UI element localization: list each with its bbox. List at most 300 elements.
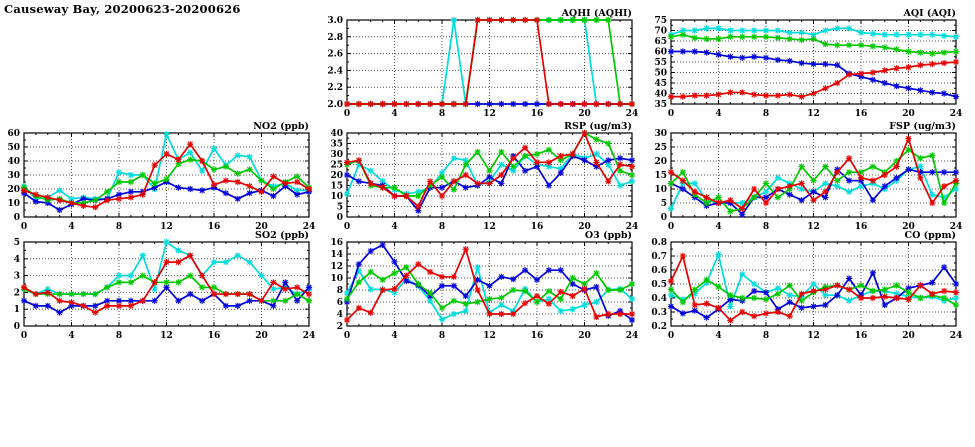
rsp-green-marker <box>605 140 611 146</box>
no2-green-marker <box>235 171 241 177</box>
co-cyan-marker <box>822 292 828 298</box>
rsp-red-marker <box>415 203 421 209</box>
co-cyan-marker <box>775 285 781 291</box>
fsp-cyan-marker <box>668 206 674 212</box>
fsp-cyan-marker <box>692 180 698 186</box>
o3-red-marker <box>617 311 623 317</box>
svg-text:8: 8 <box>762 222 770 232</box>
svg-text:15: 15 <box>330 181 343 192</box>
o3-green-marker <box>593 270 599 276</box>
co-red-marker <box>953 289 959 295</box>
o3-blue-marker <box>486 283 492 289</box>
so2-cyan-marker <box>258 273 264 279</box>
rsp-red-marker <box>522 145 528 151</box>
svg-text:0.4: 0.4 <box>651 294 667 304</box>
rsp-red-marker <box>593 159 599 165</box>
svg-text:12: 12 <box>483 109 496 119</box>
svg-text:0: 0 <box>336 213 343 223</box>
fsp-series-red <box>668 136 959 212</box>
rsp-blue-marker <box>463 185 469 191</box>
chart-co <box>647 228 966 343</box>
so2-blue-marker <box>57 309 63 315</box>
o3-blue-marker <box>368 248 374 254</box>
svg-text:0.8: 0.8 <box>651 238 667 248</box>
aqi-red-marker <box>858 70 864 76</box>
co-green-marker <box>953 302 959 308</box>
svg-text:20: 20 <box>902 109 915 119</box>
so2-green-marker <box>104 284 110 290</box>
fsp-green-marker <box>799 164 805 170</box>
co-cyan-marker <box>715 252 721 258</box>
co-blue-marker <box>929 280 935 286</box>
rsp-blue-marker <box>356 178 362 184</box>
rsp-green-marker <box>534 151 540 157</box>
co-green-marker <box>775 291 781 297</box>
aqhi-red-marker <box>463 101 469 107</box>
aqhi-red-marker <box>534 17 540 23</box>
no2-red-marker <box>116 196 122 202</box>
so2-green-marker <box>68 291 74 297</box>
svg-text:8: 8 <box>762 109 770 119</box>
aqi-cyan-marker <box>941 33 947 39</box>
fsp-blue-marker <box>822 194 828 200</box>
aqi-blue-marker <box>692 48 698 54</box>
svg-text:0: 0 <box>343 109 351 119</box>
svg-text:3: 3 <box>13 271 20 282</box>
o3-red-marker <box>451 274 457 280</box>
co-blue-marker <box>799 305 805 311</box>
rsp-blue-marker <box>617 155 623 161</box>
svg-text:20: 20 <box>902 331 915 341</box>
fsp-green-marker <box>834 178 840 184</box>
o3-title: O3 (ppb) <box>584 230 632 241</box>
rsp-red-marker <box>629 164 635 170</box>
rsp-blue-marker <box>629 157 635 163</box>
so2-green-marker <box>128 279 134 285</box>
aqhi-red-marker <box>439 101 445 107</box>
aqhi-red-marker <box>522 17 528 23</box>
aqhi-red-marker <box>546 101 552 107</box>
rsp-blue-marker <box>439 185 445 191</box>
aqhi-gridlines <box>347 20 632 104</box>
svg-text:25: 25 <box>330 160 343 171</box>
co-red-marker <box>870 295 876 301</box>
aqi-red-marker <box>727 89 733 95</box>
so2-green-marker <box>294 291 300 297</box>
aqi-green-marker <box>905 48 911 54</box>
aqi-green-marker <box>704 36 710 42</box>
so2-cyan-marker <box>235 252 241 258</box>
o3-red-marker <box>415 261 421 267</box>
aqi-green-marker <box>775 35 781 41</box>
rsp-cyan-marker <box>617 182 623 188</box>
so2-red-marker <box>223 291 229 297</box>
aqhi-green-marker <box>581 17 587 23</box>
o3-blue-marker <box>498 274 504 280</box>
fsp-green-marker <box>941 200 947 206</box>
svg-text:20: 20 <box>255 222 268 232</box>
aqhi-red-marker <box>380 101 386 107</box>
svg-text:0: 0 <box>667 222 675 232</box>
o3-red-marker <box>558 289 564 295</box>
co-green-marker <box>739 295 745 301</box>
fsp-green-marker <box>870 164 876 170</box>
aqhi-red-marker <box>498 17 504 23</box>
aqi-green-marker <box>870 43 876 49</box>
svg-text:0: 0 <box>13 213 20 223</box>
aqhi-red-marker <box>403 101 409 107</box>
o3-green-marker <box>498 295 504 301</box>
svg-text:0.3: 0.3 <box>651 308 667 318</box>
svg-text:16: 16 <box>854 222 868 232</box>
svg-text:16: 16 <box>530 222 544 232</box>
o3-green-marker <box>629 281 635 287</box>
svg-text:24: 24 <box>625 109 639 119</box>
aqhi-blue-marker <box>475 101 481 107</box>
no2-blue-marker <box>270 193 276 199</box>
co-red-marker <box>929 291 935 297</box>
o3-green-marker <box>427 290 433 296</box>
o3-red-marker <box>486 311 492 317</box>
so2-title: SO2 (ppb) <box>255 230 309 241</box>
aqi-red-marker <box>751 91 757 97</box>
chart-no2 <box>0 119 319 234</box>
rsp-red-marker <box>451 178 457 184</box>
no2-red-marker <box>294 179 300 185</box>
aqi-red-marker <box>787 91 793 97</box>
aqhi-green-marker <box>558 17 564 23</box>
o3-green-marker <box>510 287 516 293</box>
svg-text:65: 65 <box>654 37 667 47</box>
so2-plot <box>0 228 319 343</box>
fsp-blue-marker <box>894 175 900 181</box>
co-red-marker <box>882 294 888 300</box>
co-blue-marker <box>882 302 888 308</box>
co-red-marker <box>894 295 900 301</box>
rsp-red-marker <box>581 130 587 136</box>
o3-green-marker <box>617 287 623 293</box>
no2-blue-marker <box>128 189 134 195</box>
no2-red-marker <box>21 187 27 193</box>
rsp-red-marker <box>546 159 552 165</box>
no2-red-marker <box>211 182 217 188</box>
o3-cyan-marker <box>451 311 457 317</box>
aqhi-plot <box>323 6 642 121</box>
aqhi-red-marker <box>581 101 587 107</box>
so2-red-marker <box>33 291 39 297</box>
fsp-green-marker <box>846 169 852 175</box>
no2-cyan-marker <box>199 168 205 174</box>
rsp-green-marker <box>451 187 457 193</box>
svg-text:4: 4 <box>391 222 398 232</box>
fsp-red-marker <box>882 172 888 178</box>
o3-green-marker <box>451 298 457 304</box>
aqi-blue-marker <box>822 61 828 67</box>
co-green-marker <box>668 287 674 293</box>
rsp-cyan-marker <box>629 178 635 184</box>
so2-blue-marker <box>175 298 181 304</box>
svg-text:12: 12 <box>330 262 343 272</box>
co-blue-marker <box>953 281 959 287</box>
svg-text:40: 40 <box>330 129 343 139</box>
co-blue-marker <box>668 303 674 309</box>
aqi-cyan-marker <box>905 32 911 38</box>
so2-blue-marker <box>33 303 39 309</box>
co-red-marker <box>846 287 852 293</box>
aqi-blue-marker <box>727 54 733 60</box>
no2-blue-marker <box>223 190 229 196</box>
aqhi-red-marker <box>593 101 599 107</box>
o3-red-marker <box>427 269 433 275</box>
aqi-blue-marker <box>787 58 793 64</box>
aqi-cyan-marker <box>763 27 769 33</box>
aqi-cyan-marker <box>894 32 900 38</box>
no2-green-marker <box>247 166 253 172</box>
svg-text:24: 24 <box>625 222 639 232</box>
no2-red-marker <box>247 183 253 189</box>
aqi-cyan-marker <box>751 27 757 33</box>
fsp-series-blue <box>668 166 959 217</box>
no2-red-marker <box>187 141 193 147</box>
co-blue-marker <box>810 303 816 309</box>
svg-text:20: 20 <box>578 109 591 119</box>
no2-green-marker <box>116 179 122 185</box>
aqi-blue-marker <box>905 85 911 91</box>
no2-green-marker <box>223 164 229 170</box>
fsp-red-marker <box>810 197 816 203</box>
fsp-cyan-marker <box>775 175 781 181</box>
co-red-marker <box>715 305 721 311</box>
aqhi-blue-marker <box>486 101 492 107</box>
so2-red-marker <box>282 286 288 292</box>
o3-green-marker <box>522 288 528 294</box>
rsp-blue-marker <box>558 170 564 176</box>
fsp-blue-marker <box>953 169 959 175</box>
o3-red-marker <box>356 305 362 311</box>
aqi-green-marker <box>834 42 840 48</box>
fsp-red-marker <box>870 178 876 184</box>
rsp-green-marker <box>415 193 421 199</box>
fsp-green-marker <box>668 180 674 186</box>
rsp-title: RSP (ug/m3) <box>564 121 632 132</box>
svg-text:0.6: 0.6 <box>651 266 667 276</box>
svg-text:0: 0 <box>667 109 675 119</box>
svg-text:60: 60 <box>654 47 667 58</box>
rsp-green-marker <box>629 172 635 178</box>
co-red-marker <box>727 317 733 323</box>
aqi-blue-marker <box>882 80 888 86</box>
svg-text:35: 35 <box>654 100 667 110</box>
o3-green-marker <box>486 296 492 302</box>
rsp-red-marker <box>558 153 564 159</box>
rsp-red-marker <box>427 178 433 184</box>
svg-text:0: 0 <box>13 322 20 332</box>
aqi-cyan-marker <box>929 32 935 38</box>
aqi-cyan-marker <box>704 25 710 31</box>
aqhi-red-marker <box>451 101 457 107</box>
rsp-red-marker <box>403 193 409 199</box>
aqi-blue-marker <box>668 48 674 54</box>
so2-red-marker <box>68 299 74 305</box>
aqhi-red-marker <box>415 101 421 107</box>
svg-text:20: 20 <box>255 331 268 341</box>
rsp-red-marker <box>475 180 481 186</box>
co-blue-marker <box>822 302 828 308</box>
aqhi-red-marker <box>570 101 576 107</box>
co-blue-marker <box>787 299 793 305</box>
svg-text:30: 30 <box>7 171 20 181</box>
aqi-red-marker <box>894 65 900 71</box>
svg-text:30: 30 <box>330 150 343 160</box>
co-green-marker <box>858 282 864 288</box>
rsp-blue-marker <box>546 182 552 188</box>
co-cyan-marker <box>846 298 852 304</box>
co-green-marker <box>715 284 721 290</box>
fsp-blue-marker <box>941 169 947 175</box>
svg-text:20: 20 <box>902 222 915 232</box>
rsp-blue-marker <box>344 172 350 178</box>
fsp-cyan-marker <box>846 189 852 195</box>
aqi-blue-marker <box>810 61 816 67</box>
svg-text:2.4: 2.4 <box>327 66 343 77</box>
aqi-red-marker <box>870 69 876 75</box>
aqhi-red-marker <box>427 101 433 107</box>
no2-cyan-marker <box>187 150 193 156</box>
svg-text:12: 12 <box>160 331 173 341</box>
rsp-red-marker <box>463 172 469 178</box>
svg-text:20: 20 <box>330 171 343 181</box>
co-red-marker <box>787 313 793 319</box>
aqi-red-marker <box>668 94 674 100</box>
chart-rsp <box>323 119 642 234</box>
o3-red-marker <box>463 246 469 252</box>
co-red-marker <box>668 278 674 284</box>
so2-green-marker <box>175 279 181 285</box>
aqi-plot <box>647 6 966 121</box>
svg-text:0: 0 <box>20 222 28 232</box>
fsp-blue-marker <box>799 197 805 203</box>
aqi-cyan-marker <box>739 27 745 33</box>
fsp-red-marker <box>858 175 864 181</box>
fsp-blue-marker <box>810 189 816 195</box>
svg-text:16: 16 <box>854 109 868 119</box>
so2-red-marker <box>45 289 51 295</box>
so2-cyan-marker <box>163 239 169 245</box>
fsp-red-marker <box>668 169 674 175</box>
o3-blue-marker <box>593 284 599 290</box>
fsp-blue-marker <box>739 211 745 217</box>
svg-text:75: 75 <box>654 16 667 26</box>
aqi-title: AQI (AQI) <box>903 8 956 19</box>
o3-blue-marker <box>451 283 457 289</box>
no2-blue-marker <box>187 186 193 192</box>
so2-red-marker <box>140 298 146 304</box>
o3-blue-marker <box>356 261 362 267</box>
no2-cyan-marker <box>128 172 134 178</box>
no2-green-marker <box>128 179 134 185</box>
fsp-red-marker <box>941 183 947 189</box>
svg-text:50: 50 <box>654 68 667 79</box>
co-green-marker <box>787 282 793 288</box>
co-green-marker <box>751 295 757 301</box>
rsp-red-marker <box>356 157 362 163</box>
aqhi-axis-labels <box>327 8 638 119</box>
svg-text:0: 0 <box>20 331 28 341</box>
fsp-red-marker <box>799 180 805 186</box>
o3-cyan-marker <box>593 299 599 305</box>
o3-red-marker <box>605 311 611 317</box>
fsp-title: FSP (ug/m3) <box>889 121 956 132</box>
svg-text:0.5: 0.5 <box>651 280 667 290</box>
no2-blue-marker <box>235 196 241 202</box>
aqi-red-marker <box>715 91 721 97</box>
fsp-red-marker <box>846 155 852 161</box>
co-red-marker <box>704 301 710 307</box>
aqi-blue-marker <box>917 87 923 93</box>
svg-text:8: 8 <box>336 286 343 296</box>
svg-text:45: 45 <box>654 79 667 89</box>
o3-axis-labels <box>330 230 638 341</box>
co-title: CO (ppm) <box>904 230 956 241</box>
svg-text:4: 4 <box>391 331 398 341</box>
no2-red-marker <box>140 192 146 198</box>
aqhi-red-marker <box>475 17 481 23</box>
co-red-marker <box>822 287 828 293</box>
rsp-green-marker <box>546 147 552 153</box>
svg-text:24: 24 <box>625 331 639 341</box>
o3-plot <box>323 228 642 343</box>
aqi-green-marker <box>894 46 900 52</box>
so2-red-marker <box>152 279 158 285</box>
svg-text:20: 20 <box>654 157 667 167</box>
svg-text:8: 8 <box>115 222 123 232</box>
no2-blue-marker <box>33 199 39 205</box>
aqi-cyan-marker <box>882 32 888 38</box>
aqi-green-marker <box>787 36 793 42</box>
rsp-red-marker <box>344 159 350 165</box>
svg-text:3.0: 3.0 <box>327 16 343 26</box>
co-blue-marker <box>941 264 947 270</box>
svg-text:0: 0 <box>660 213 667 223</box>
svg-text:12: 12 <box>483 331 496 341</box>
aqi-red-marker <box>704 93 710 99</box>
aqhi-green-marker <box>593 17 599 23</box>
co-green-marker <box>917 295 923 301</box>
o3-green-marker <box>356 279 362 285</box>
so2-green-marker <box>306 298 312 304</box>
rsp-red-marker <box>498 172 504 178</box>
so2-green-marker <box>282 298 288 304</box>
aqhi-red-marker <box>368 101 374 107</box>
fsp-red-marker <box>727 197 733 203</box>
o3-red-marker <box>510 311 516 317</box>
svg-text:20: 20 <box>7 185 20 195</box>
no2-green-marker <box>187 157 193 163</box>
so2-cyan-marker <box>223 259 229 265</box>
so2-cyan-marker <box>128 273 134 279</box>
svg-text:12: 12 <box>807 331 820 341</box>
no2-title: NO2 (ppb) <box>253 121 309 132</box>
so2-red-marker <box>116 303 122 309</box>
o3-green-marker <box>558 296 564 302</box>
co-blue-marker <box>834 292 840 298</box>
svg-text:8: 8 <box>438 331 446 341</box>
aqi-green-marker <box>929 51 935 57</box>
fsp-red-marker <box>822 189 828 195</box>
svg-text:24: 24 <box>302 331 316 341</box>
aqi-red-marker <box>739 89 745 95</box>
aqi-green-marker <box>882 44 888 50</box>
